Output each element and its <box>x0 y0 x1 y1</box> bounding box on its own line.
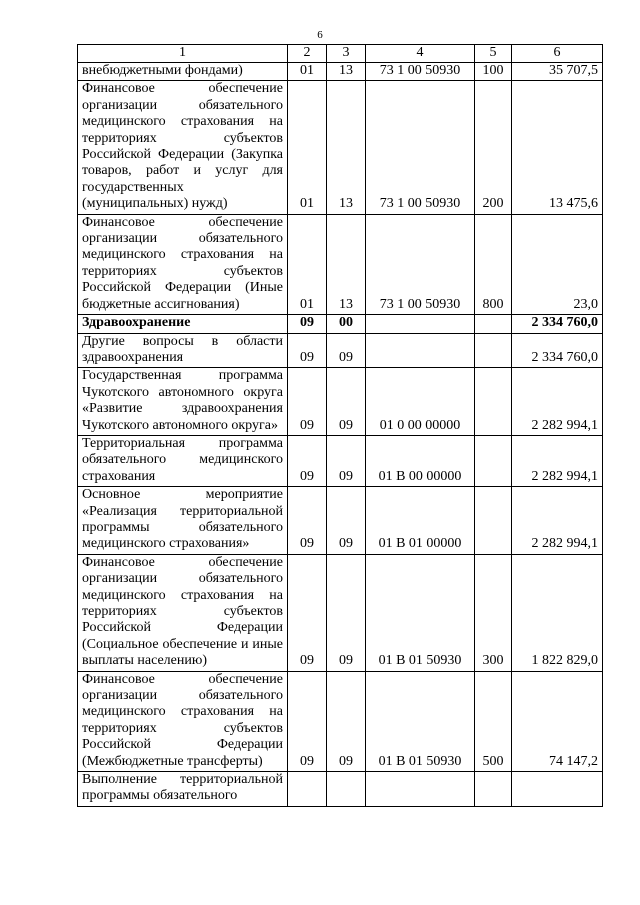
table-row <box>78 554 603 671</box>
header-col-3: 3 <box>327 45 366 63</box>
row-expense-type <box>475 368 512 436</box>
row-amount: 2 282 994,1 <box>512 435 603 486</box>
row-amount: 2 282 994,1 <box>512 487 603 555</box>
row-expense-type: 100 <box>475 63 512 81</box>
row-amount: 2 334 760,0 <box>512 333 603 368</box>
row-target-code: 01 0 00 00000 <box>366 368 475 436</box>
row-target-code: 73 1 00 50930 <box>366 63 475 81</box>
row-target-code: 73 1 00 50930 <box>366 214 475 314</box>
row-expense-type: 500 <box>475 671 512 771</box>
table-row <box>78 81 603 214</box>
row-name: Финансовое обеспечение организации обязательного медицинского страхования на территориях субъектов Российской Федерации (Социальное обеспечение и иные выплаты населению) <box>78 554 288 671</box>
row-subsection: 13 <box>327 81 366 214</box>
row-name: Здравоохранение <box>78 315 288 333</box>
table-row <box>78 63 603 81</box>
row-amount <box>512 772 603 807</box>
row-amount: 35 707,5 <box>512 63 603 81</box>
row-amount: 13 475,6 <box>512 81 603 214</box>
row-expense-type <box>475 315 512 333</box>
table-row <box>78 772 603 807</box>
header-col-2: 2 <box>288 45 327 63</box>
row-target-code: 01 В 01 00000 <box>366 487 475 555</box>
row-subsection <box>327 772 366 807</box>
row-subsection: 09 <box>327 333 366 368</box>
row-section: 09 <box>288 671 327 771</box>
row-expense-type <box>475 487 512 555</box>
row-expense-type <box>475 435 512 486</box>
row-subsection: 09 <box>327 671 366 771</box>
row-amount: 2 334 760,0 <box>512 315 603 333</box>
row-amount: 74 147,2 <box>512 671 603 771</box>
budget-table <box>77 44 603 807</box>
row-expense-type: 300 <box>475 554 512 671</box>
row-section <box>288 772 327 807</box>
row-subsection: 00 <box>327 315 366 333</box>
row-section: 09 <box>288 487 327 555</box>
row-name: Финансовое обеспечение организации обязательного медицинского страхования на территориях субъектов Российской Федерации (Иные бюджетные ассигнования) <box>78 214 288 314</box>
row-subsection: 13 <box>327 63 366 81</box>
table-row <box>78 671 603 771</box>
row-subsection: 09 <box>327 435 366 486</box>
row-name: Финансовое обеспечение организации обязательного медицинского страхования на территориях субъектов Российской Федерации (Закупка товаров, работ и услуг для государственных (муниципальных) нужд) <box>78 81 288 214</box>
table-row <box>78 435 603 486</box>
row-target-code: 73 1 00 50930 <box>366 81 475 214</box>
row-name: внебюджетными фондами) <box>78 63 288 81</box>
header-col-4: 4 <box>366 45 475 63</box>
row-target-code: 01 В 00 00000 <box>366 435 475 486</box>
row-expense-type: 200 <box>475 81 512 214</box>
table-row-section-total <box>78 315 603 333</box>
table-row <box>78 214 603 314</box>
table-row <box>78 333 603 368</box>
row-section: 09 <box>288 315 327 333</box>
row-name: Выполнение территориальной программы обязательного <box>78 772 288 807</box>
table-header-row <box>78 45 603 63</box>
row-name: Территориальная программа обязательного медицинского страхования <box>78 435 288 486</box>
row-section: 09 <box>288 435 327 486</box>
row-subsection: 09 <box>327 487 366 555</box>
row-amount: 23,0 <box>512 214 603 314</box>
row-target-code: 01 В 01 50930 <box>366 671 475 771</box>
row-expense-type <box>475 333 512 368</box>
row-section: 01 <box>288 81 327 214</box>
row-target-code: 01 В 01 50930 <box>366 554 475 671</box>
header-col-6: 6 <box>512 45 603 63</box>
row-target-code <box>366 772 475 807</box>
row-section: 09 <box>288 368 327 436</box>
row-subsection: 09 <box>327 554 366 671</box>
row-subsection: 13 <box>327 214 366 314</box>
row-expense-type <box>475 772 512 807</box>
row-expense-type: 800 <box>475 214 512 314</box>
row-name: Основное мероприятие «Реализация территориальной программы обязательного медицинского страхования» <box>78 487 288 555</box>
row-name: Государственная программа Чукотского автономного округа «Развитие здравоохранения Чукотского автономного округа» <box>78 368 288 436</box>
row-target-code <box>366 333 475 368</box>
header-col-1: 1 <box>78 45 288 63</box>
row-section: 01 <box>288 63 327 81</box>
row-name: Другие вопросы в области здравоохранения <box>78 333 288 368</box>
row-section: 09 <box>288 554 327 671</box>
table-row <box>78 368 603 436</box>
header-col-5: 5 <box>475 45 512 63</box>
row-target-code <box>366 315 475 333</box>
row-name: Финансовое обеспечение организации обязательного медицинского страхования на территориях субъектов Российской Федерации (Межбюджетные трансферты) <box>78 671 288 771</box>
row-amount: 2 282 994,1 <box>512 368 603 436</box>
page-number: 6 <box>317 29 323 41</box>
row-section: 01 <box>288 214 327 314</box>
row-subsection: 09 <box>327 368 366 436</box>
row-section: 09 <box>288 333 327 368</box>
table-row <box>78 487 603 555</box>
row-amount: 1 822 829,0 <box>512 554 603 671</box>
